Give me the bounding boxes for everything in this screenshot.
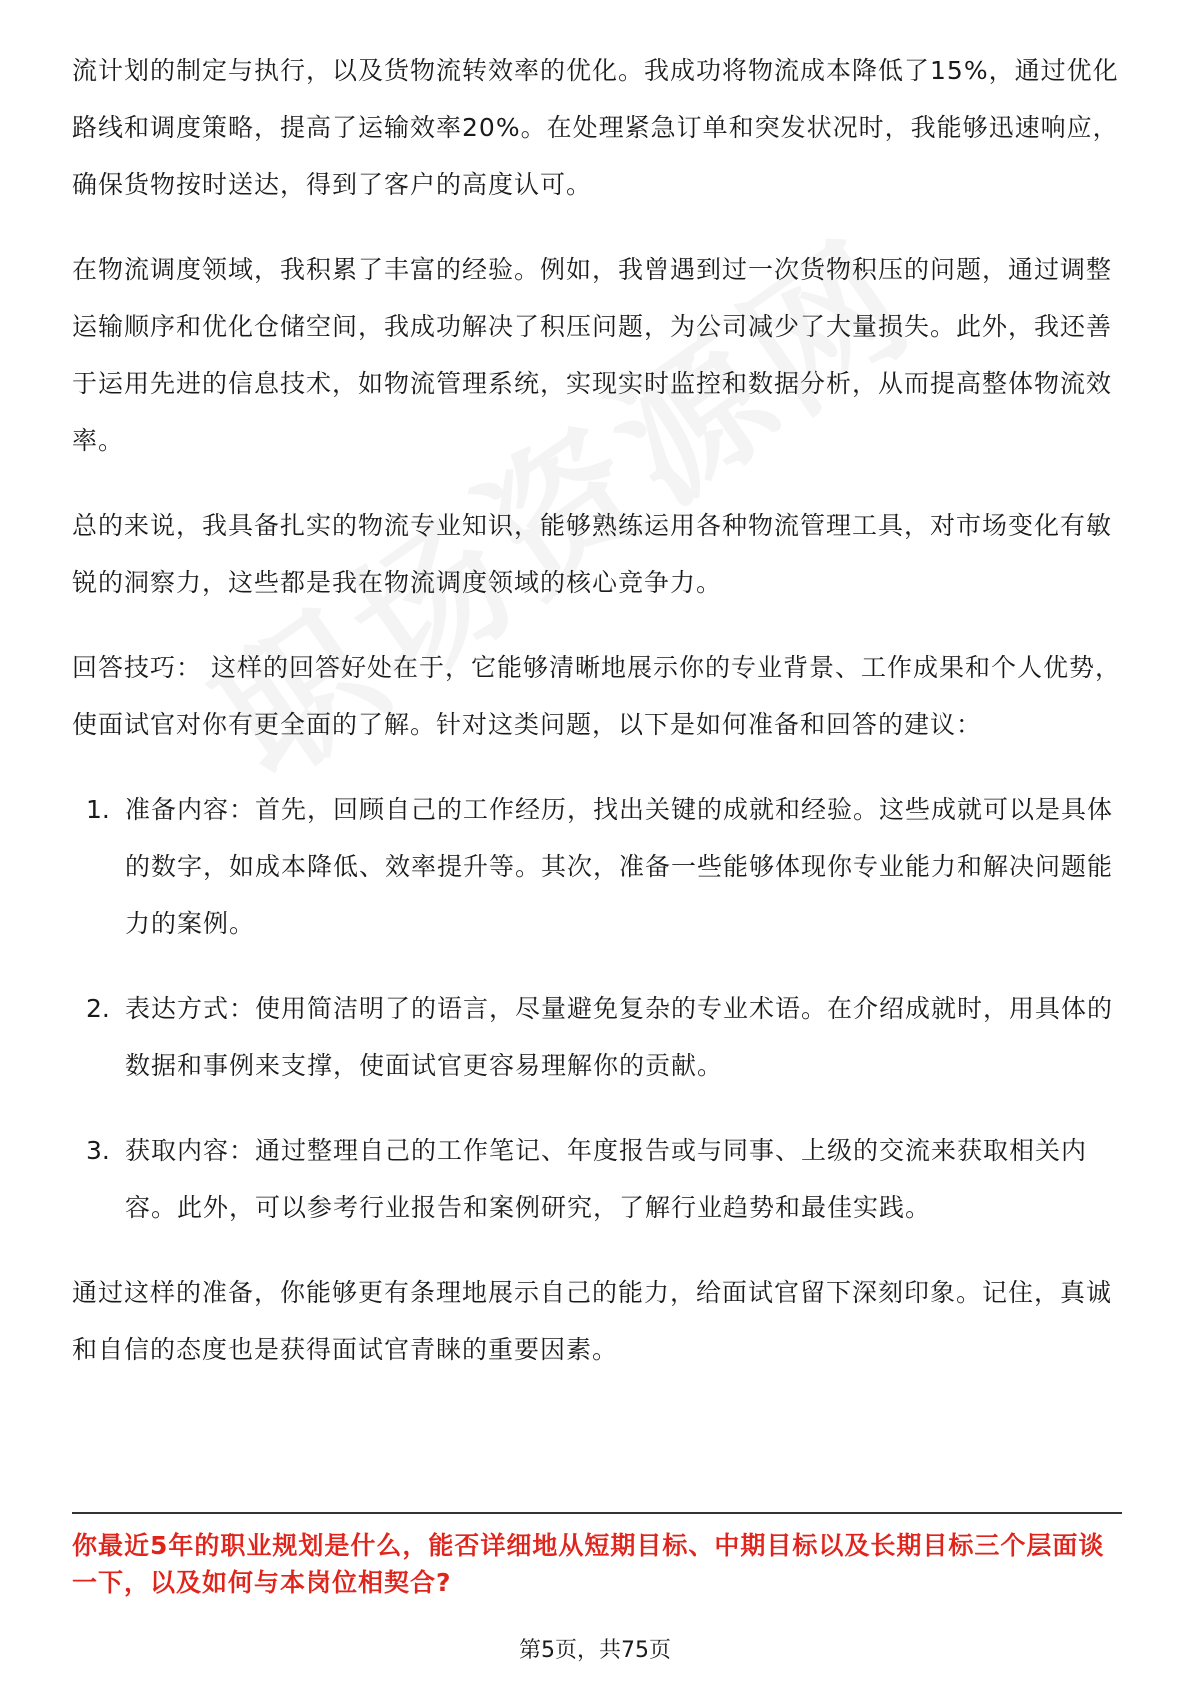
- next-question-heading: 你最近5年的职业规划是什么，能否详细地从短期目标、中期目标以及长期目标三个层面谈一下，以及如何与本岗位相契合?: [72, 1531, 1105, 1597]
- list-item-text: 表达方式：使用简洁明了的语言，尽量避免复杂的专业术语。在介绍成就时，用具体的数据和事例来支撑，使面试官更容易理解你的贡献。: [125, 994, 1114, 1080]
- list-number: 2.: [86, 994, 110, 1023]
- tips-list: [72, 781, 1122, 1236]
- list-number: 3.: [86, 1136, 110, 1165]
- answer-tips-intro: 回答技巧： 这样的回答好处在于，它能够清晰地展示你的专业背景、工作成果和个人优势，使面试官对你有更全面的了解。针对这类问题，以下是如何准备和回答的建议：: [72, 653, 1121, 739]
- list-item: [72, 1122, 1122, 1236]
- list-item-text: 获取内容：通过整理自己的工作笔记、年度报告或与同事、上级的交流来获取相关内容。此外，可以参考行业报告和案例研究，了解行业趋势和最佳实践。: [125, 1136, 1088, 1222]
- answer-paragraph: 流计划的制定与执行，以及货物流转效率的优化。我成功将物流成本降低了15%，通过优化路线和调度策略，提高了运输效率20%。在处理紧急订单和突发状况时，我能够迅速响应，确保货物按时送达，得到了客户的高度认可。: [72, 56, 1119, 199]
- answer-body: [72, 42, 1122, 1378]
- page-number: 第5页，共75页: [519, 1638, 671, 1663]
- list-number: 1.: [86, 795, 110, 824]
- section-divider: [72, 1512, 1122, 1514]
- list-item-text: 准备内容：首先，回顾自己的工作经历，找出关键的成就和经验。这些成就可以是具体的数字，如成本降低、效率提升等。其次，准备一些能够体现你专业能力和解决问题能力的案例。: [125, 795, 1114, 938]
- list-item: [72, 781, 1122, 952]
- answer-paragraph: 总的来说，我具备扎实的物流专业知识，能够熟练运用各种物流管理工具，对市场变化有敏锐的洞察力，这些都是我在物流调度领域的核心竞争力。: [72, 511, 1113, 597]
- closing-paragraph: 通过这样的准备，你能够更有条理地展示自己的能力，给面试官留下深刻印象。记住，真诚和自信的态度也是获得面试官青睐的重要因素。: [72, 1278, 1113, 1364]
- answer-paragraph: 在物流调度领域，我积累了丰富的经验。例如，我曾遇到过一次货物积压的问题，通过调整运输顺序和优化仓储空间，我成功解决了积压问题，为公司减少了大量损失。此外，我还善于运用先进的信息技术，如物流管理系统，实现实时监控和数据分析，从而提高整体物流效率。: [72, 255, 1113, 455]
- list-item: [72, 980, 1122, 1094]
